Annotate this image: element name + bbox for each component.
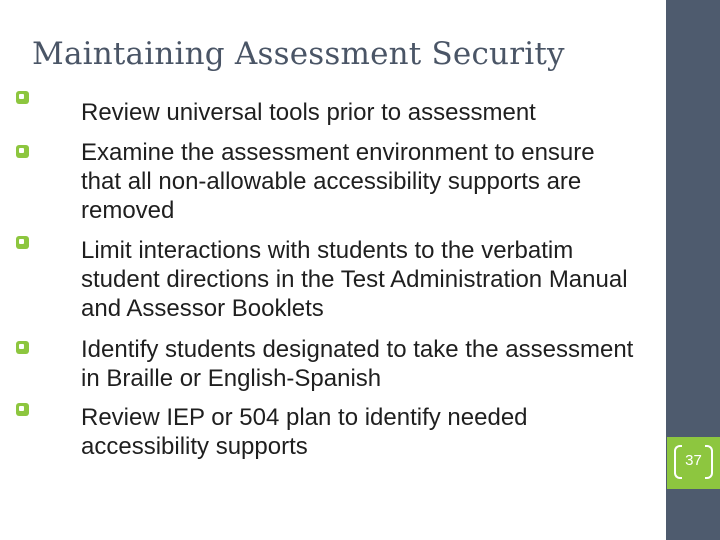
checkbox-square-icon xyxy=(16,341,29,354)
checkbox-square-icon xyxy=(16,145,29,158)
bullet-text: Identify students designated to take the assessment in Braille or English-Spanish xyxy=(81,336,634,392)
slide-title: Maintaining Assessment Security xyxy=(32,36,565,72)
bullet-text: Limit interactions with students to the verbatim student directions in the Test Administration Manual and Assessor Booklets xyxy=(81,237,628,322)
page-number-badge xyxy=(667,437,720,489)
bullet-text: Examine the assessment environment to ensure that all non-allowable accessibility supports are removed xyxy=(81,139,595,224)
bullet-text: Review universal tools prior to assessment xyxy=(81,99,536,126)
checkbox-square-icon xyxy=(16,236,29,249)
page-number: 37 xyxy=(685,452,702,469)
checkbox-square-icon xyxy=(16,403,29,416)
bracket-right-icon xyxy=(705,445,713,479)
checkbox-square-icon xyxy=(16,91,29,104)
bullet-text: Review IEP or 504 plan to identify needed accessibility supports xyxy=(81,404,528,460)
